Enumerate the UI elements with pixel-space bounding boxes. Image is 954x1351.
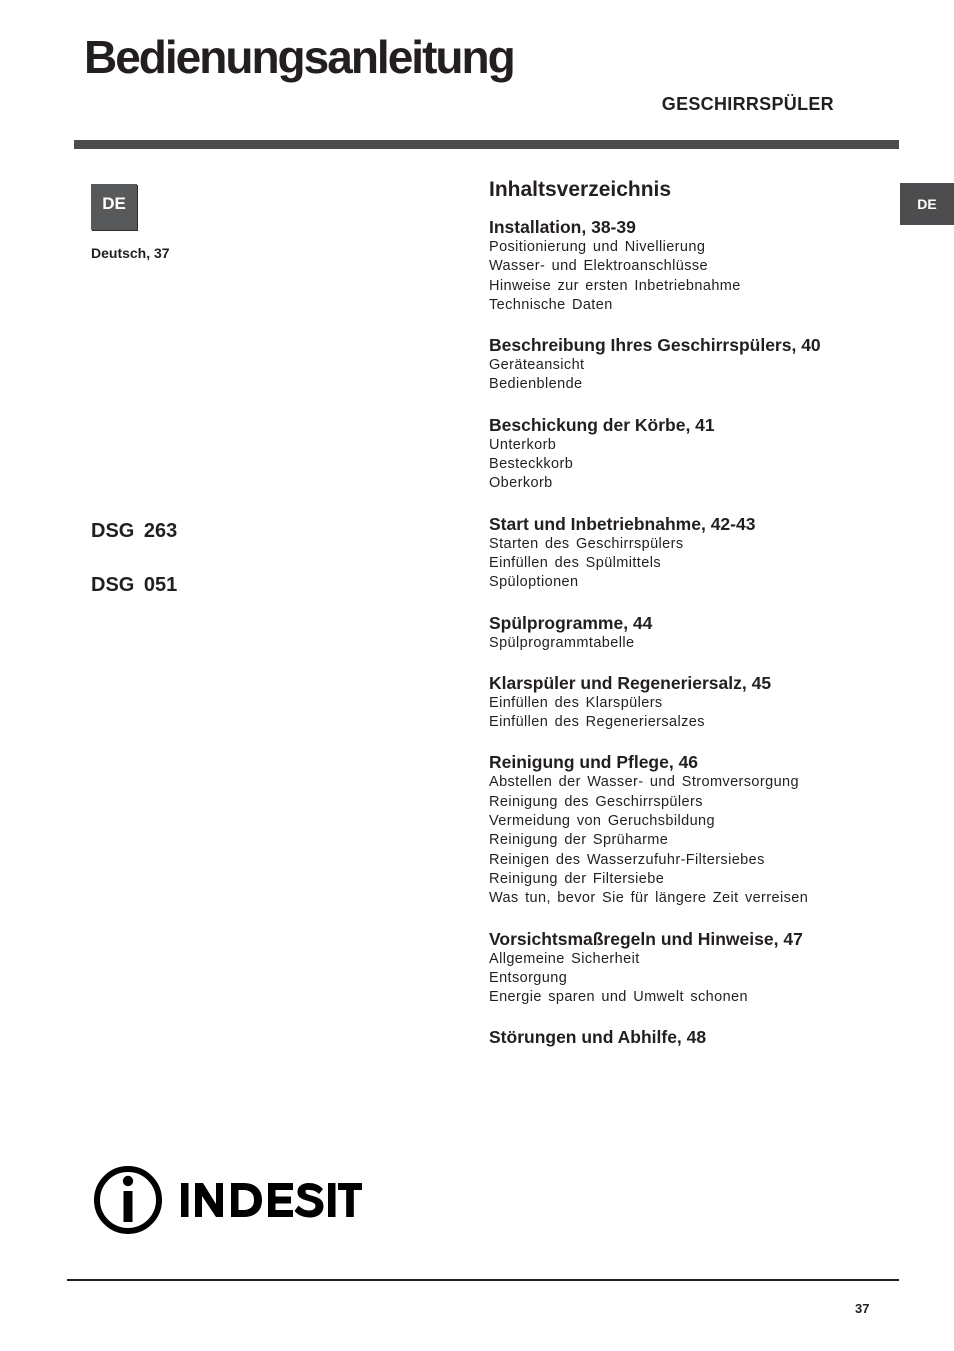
toc-section-heading: Reinigung und Pflege, 46 [489, 752, 699, 773]
table-of-contents [489, 178, 889, 1067]
toc-section-heading: Störungen und Abhilfe, 48 [489, 1027, 707, 1048]
toc-section-heading: Beschreibung Ihres Geschirrspülers, 40 [489, 335, 821, 356]
toc-item: Geräteansicht [489, 357, 585, 374]
toc-title: Inhaltsverzeichnis [489, 178, 672, 201]
toc-item: Einfüllen des Spülmittels [489, 554, 661, 571]
header-divider [74, 140, 899, 149]
toc-section [489, 672, 889, 733]
toc-section-heading: Spülprogramme, 44 [489, 612, 653, 633]
product-category: GESCHIRRSPÜLER [661, 94, 834, 114]
toc-item: Hinweise zur ersten Inbetriebnahme [489, 277, 741, 294]
toc-item: Energie sparen und Umwelt schonen [489, 989, 748, 1006]
brand-logo [92, 1164, 364, 1241]
toc-section [489, 334, 889, 395]
model-number: DSG 263 [91, 520, 178, 542]
page-title: Bedienungsanleitung [84, 31, 514, 83]
toc-item: Abstellen der Wasser- und Stromversorgung [489, 774, 799, 791]
toc-item: Vermeidung von Geruchsbildung [489, 813, 715, 830]
toc-section-heading: Beschickung der Körbe, 41 [489, 414, 715, 435]
language-side-tab: DE [900, 183, 954, 225]
language-index: Deutsch, 37 [91, 245, 170, 261]
toc-section-heading: Start und Inbetriebnahme, 42-43 [489, 513, 756, 534]
indesit-logo-icon [92, 1164, 364, 1236]
toc-item: Positionierung und Nivellierung [489, 239, 706, 255]
toc-section [489, 414, 889, 494]
toc-item: Unterkorb [489, 436, 557, 453]
toc-item: Entsorgung [489, 969, 568, 986]
toc-section [489, 216, 889, 315]
toc-item: Einfüllen des Regeneriersalzes [489, 714, 705, 731]
footer-divider [67, 1279, 899, 1281]
toc-section-heading: Vorsichtsmaßregeln und Hinweise, 47 [489, 928, 803, 949]
toc-item: Bedienblende [489, 376, 583, 393]
toc-section [489, 612, 889, 653]
page-number: 37 [855, 1301, 870, 1316]
toc-item: Reinigen des Wasserzufuhr-Filtersiebes [489, 851, 765, 868]
toc-item: Starten des Geschirrspülers [489, 535, 684, 552]
toc-sections [489, 216, 889, 1048]
toc-section [489, 1026, 889, 1048]
toc-section [489, 928, 889, 1008]
toc-item: Was tun, bevor Sie für längere Zeit verreisen [489, 890, 809, 907]
toc-item: Besteckkorb [489, 456, 574, 473]
model-number: DSG 051 [91, 574, 178, 596]
toc-item: Technische Daten [489, 296, 613, 313]
toc-item: Einfüllen des Klarspülers [489, 694, 663, 711]
toc-item: Reinigung der Sprüharme [489, 832, 669, 849]
toc-item: Spüloptionen [489, 574, 579, 591]
toc-section [489, 513, 889, 593]
toc-item: Allgemeine Sicherheit [489, 950, 640, 967]
toc-section-heading: Klarspüler und Regeneriersalz, 45 [489, 672, 772, 693]
toc-section-heading: Installation, 38-39 [489, 217, 636, 237]
toc-section [489, 751, 889, 908]
toc-item: Oberkorb [489, 475, 553, 492]
toc-item: Spülprogrammtabelle [489, 634, 635, 651]
toc-item: Reinigung der Filtersiebe [489, 870, 665, 887]
language-badge: DE [91, 184, 137, 230]
toc-item: Reinigung des Geschirrspülers [489, 793, 703, 810]
toc-item: Wasser- und Elektroanschlüsse [489, 258, 708, 275]
